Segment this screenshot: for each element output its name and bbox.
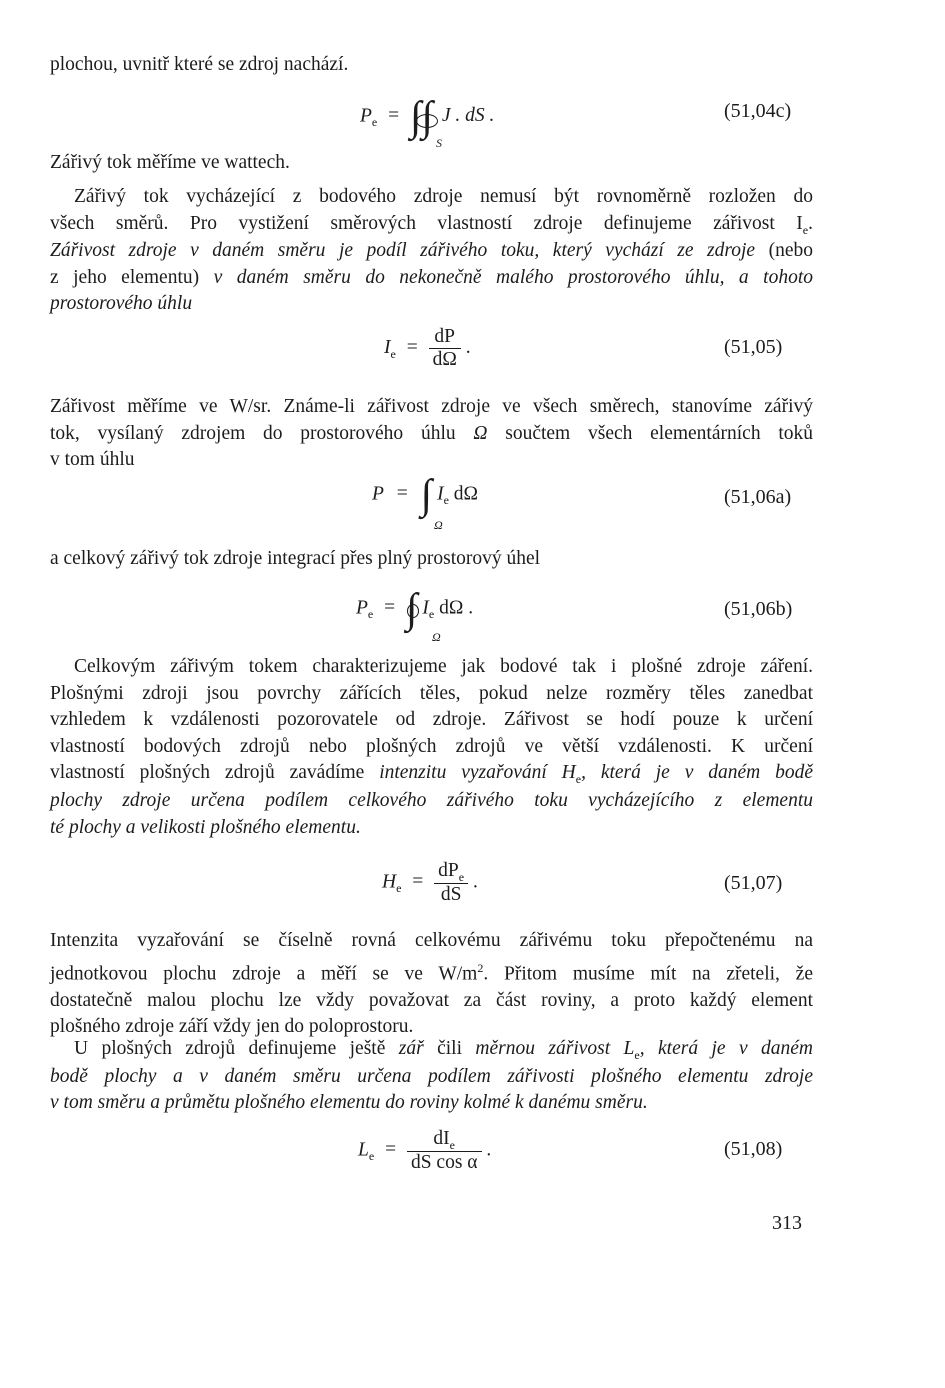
equation-51-08: $L_e$ = $\frac{dI_e}{\text{dS cos α}}$ . bbox=[358, 1128, 492, 1173]
equation-number-51-05: (51,05) bbox=[724, 336, 783, 358]
paragraph-radiance-definition: U plošných zdrojů definujeme ještě zář čili měrnou zářivost $L_e$, která je v daném bodě plochy a v daném směru určena podílem zářivosti plošného elementu zdroje v tom směru a průmětu plošného elementu do roviny kolmé k danému směru. bbox=[50, 1038, 813, 1114]
equation-51-05: $I_e$ = $\frac{dP}{d\Omega}$ . bbox=[384, 326, 471, 370]
paragraph-emittance: Intenzita vyzařování se číselně rovná celkovému zářivému toku přepočtenému na jednotkovou plochu zdroje a měří se ve $W/m^2$. Přitom musíme mít na zřeteli, že dostatečně malou plochu lze vždy považovat za část roviny, a proto každý element plošného zdroje září vždy jen do poloprostoru. bbox=[50, 930, 813, 1038]
integral-icon: ∫ bbox=[420, 472, 433, 518]
paragraph-flux-unit: Zářivý tok měříme ve wattech. bbox=[50, 152, 290, 173]
paragraph-intensity-unit: Zářivost měříme ve W/sr. Známe-li zářivost zdroje ve všech směrech, stanovíme zářivý tok, vysílaný zdrojem do prostorového úhlu Ω součtem všech elementárních toků v tom úhlu bbox=[50, 396, 813, 471]
equation-51-04c: $P_e$ = ∫∫ J . dS . S bbox=[360, 94, 495, 150]
page-number: 313 bbox=[772, 1212, 802, 1234]
paragraph-intensity-definition: Zářivý tok vycházející z bodového zdroje nemusí být rovnoměrně rozložen do všech směrů. Pro vystižení směrových vlastností zdroje definujeme zářivost $I_e$. Zářivost zdroje v daném směru je podíl zářivého toku, který vychází ze zdroje (nebo z jeho elementu) v daném směru do nekonečně malého prostorového úhlu, a tohoto prostorového úhlu bbox=[50, 186, 813, 315]
paragraph-total-flux: a celkový zářivý tok zdroje integrací přes plný prostorový úhel bbox=[50, 548, 541, 569]
closed-integral-icon: ∫ bbox=[406, 586, 418, 632]
equation-51-06b: $P_e$ = ∫ $I_e$ dΩ . Ω bbox=[356, 586, 474, 644]
equation-number-51-07: (51,07) bbox=[724, 872, 783, 894]
surface-integral-icon: ∫∫ bbox=[410, 96, 433, 138]
equation-51-06a: P = ∫ $I_e$ dΩ Ω bbox=[372, 472, 479, 532]
equation-51-07: $H_e$ = $\frac{dP_e}{dS}$ . bbox=[382, 860, 478, 905]
equation-number-51-06a: (51,06a) bbox=[724, 486, 792, 508]
paragraph-radiance-intro: Celkovým zářivým tokem charakterizujeme jak bodové tak i plošné zdroje záření. Plošnými zdroji jsou povrchy zářících těles, pokud nelze rozměry těles zanedbat vzhledem k vzdálenosti pozorovatele od zdroje. Zářivost se hodí pouze k určení vlastností bodových zdrojů nebo plošných zdrojů ve větší vzdálenosti. K určení vlastností plošných zdrojů zavádíme intenzitu vyzařování $H_e$, která je v daném bodě plochy zdroje určena podílem celkového zářivého toku vycházejícího z elementu té plochy a velikosti plošného elementu. bbox=[50, 656, 814, 838]
fraction-dIe-dScos: $\frac{dI_e}{\text{dS cos α}}$ bbox=[407, 1128, 482, 1174]
equation-number-51-08: (51,08) bbox=[724, 1138, 783, 1160]
paragraph-intro: plochou, uvnitř které se zdroj nachází. bbox=[50, 54, 349, 75]
fraction-dPe-dS: $\frac{dP_e}{dS}$ bbox=[434, 860, 468, 906]
equation-number-51-04c: (51,04c) bbox=[724, 100, 792, 122]
equation-number-51-06b: (51,06b) bbox=[724, 598, 793, 620]
fraction-dP-dOmega: $\frac{dP}{d\Omega}$ bbox=[429, 326, 461, 371]
